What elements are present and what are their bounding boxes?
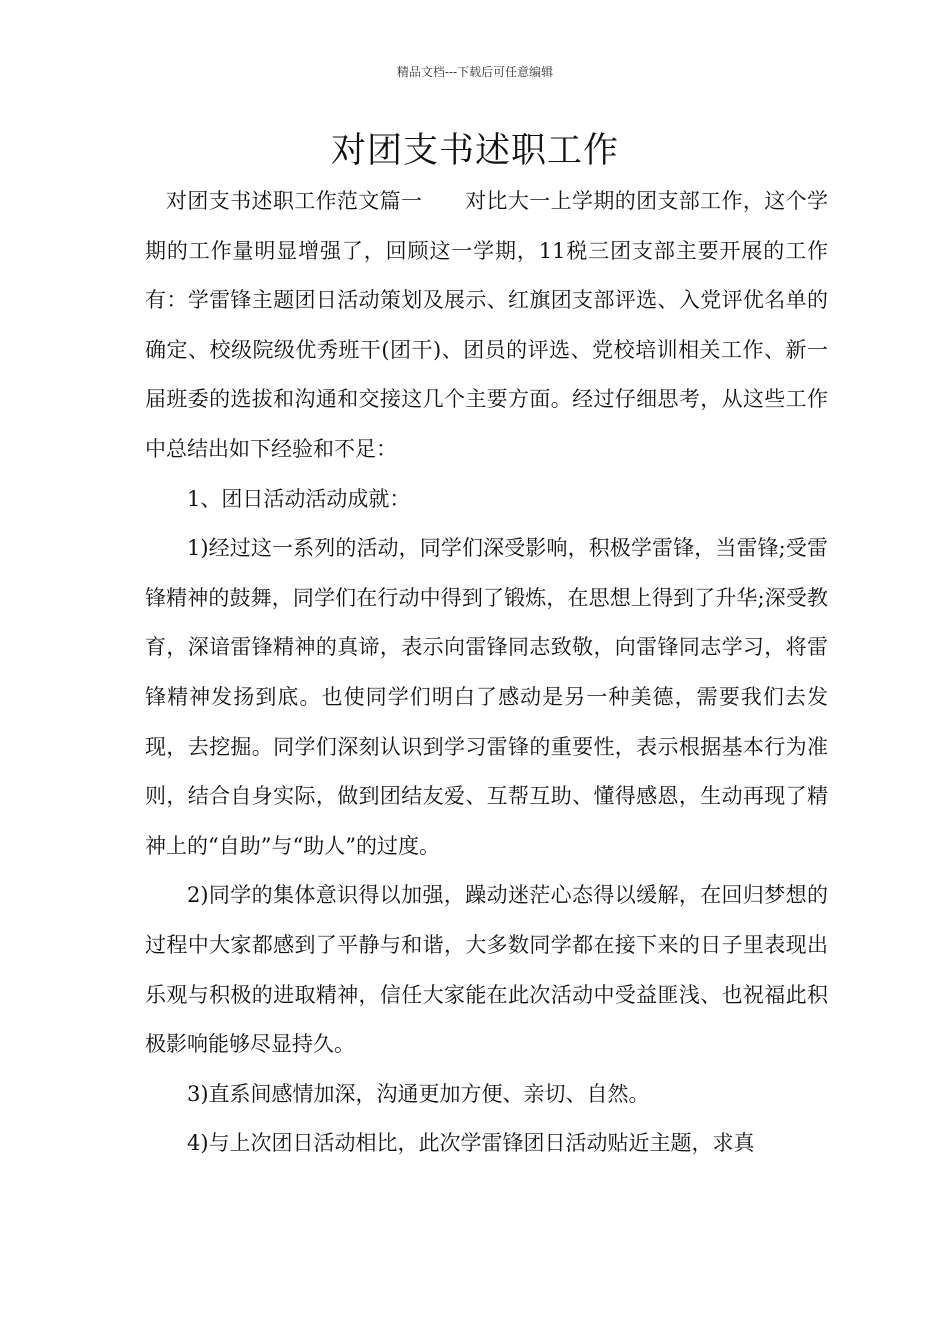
paragraph-point-4: 4)与上次团日活动相比，此次学雷锋团日活动贴近主题，求真 <box>187 1131 755 1156</box>
page-header: 精品文档---下载后可任意编辑 <box>396 65 554 79</box>
paragraph-section-heading: 1、团日活动活动成就： <box>187 486 411 511</box>
document-body <box>145 177 828 1169</box>
paragraph-point-2: 2)同学的集体意识得以加强，躁动迷茫心态得以缓解，在回归梦想的过程中大家都感到了平静与和谐，大多数同学都在接下来的日子里表现出乐观与积极的进取精神，信任大家能在此次活动中受益匪浅、也祝福此积极影响能够尽显持久。 <box>145 883 828 1057</box>
paragraph-point-3: 3)直系间感情加深，沟通更加方便、亲切、自然。 <box>187 1081 650 1106</box>
document-title: 对团支书述职工作 <box>330 131 619 171</box>
paragraph-point-1: 1)经过这一系列的活动，同学们深受影响，积极学雷锋，当雷锋;受雷锋精神的鼓舞，同学们在行动中得到了锻炼，在思想上得到了升华;深受教育，深谙雷锋精神的真谛，表示向雷锋同志致敬，向雷锋同志学习，将雷锋精神发扬到底。也使同学们明白了感动是另一种美德，需要我们去发现，去挖掘。同学们深刻认识到学习雷锋的重要性，表示根据基本行为准则，结合自身实际，做到团结友爱、互帮互助、懂得感恩，生动再现了精神上的“自助”与“助人”的过度。 <box>145 536 828 858</box>
paragraph-intro: 对团支书述职工作范文篇一 对比大一上学期的团支部工作，这个学期的工作量明显增强了，回顾这一学期，11税三团支部主要开展的工作有：学雷锋主题团日活动策划及展示、红旗团支部评选、入党评优名单的确定、校级院级优秀班干(团干)、团员的评选、党校培训相关工作、新一届班委的选拔和沟通和交接这几个主要方面。经过仔细思考，从这些工作中总结出如下经验和不足： <box>145 189 828 461</box>
